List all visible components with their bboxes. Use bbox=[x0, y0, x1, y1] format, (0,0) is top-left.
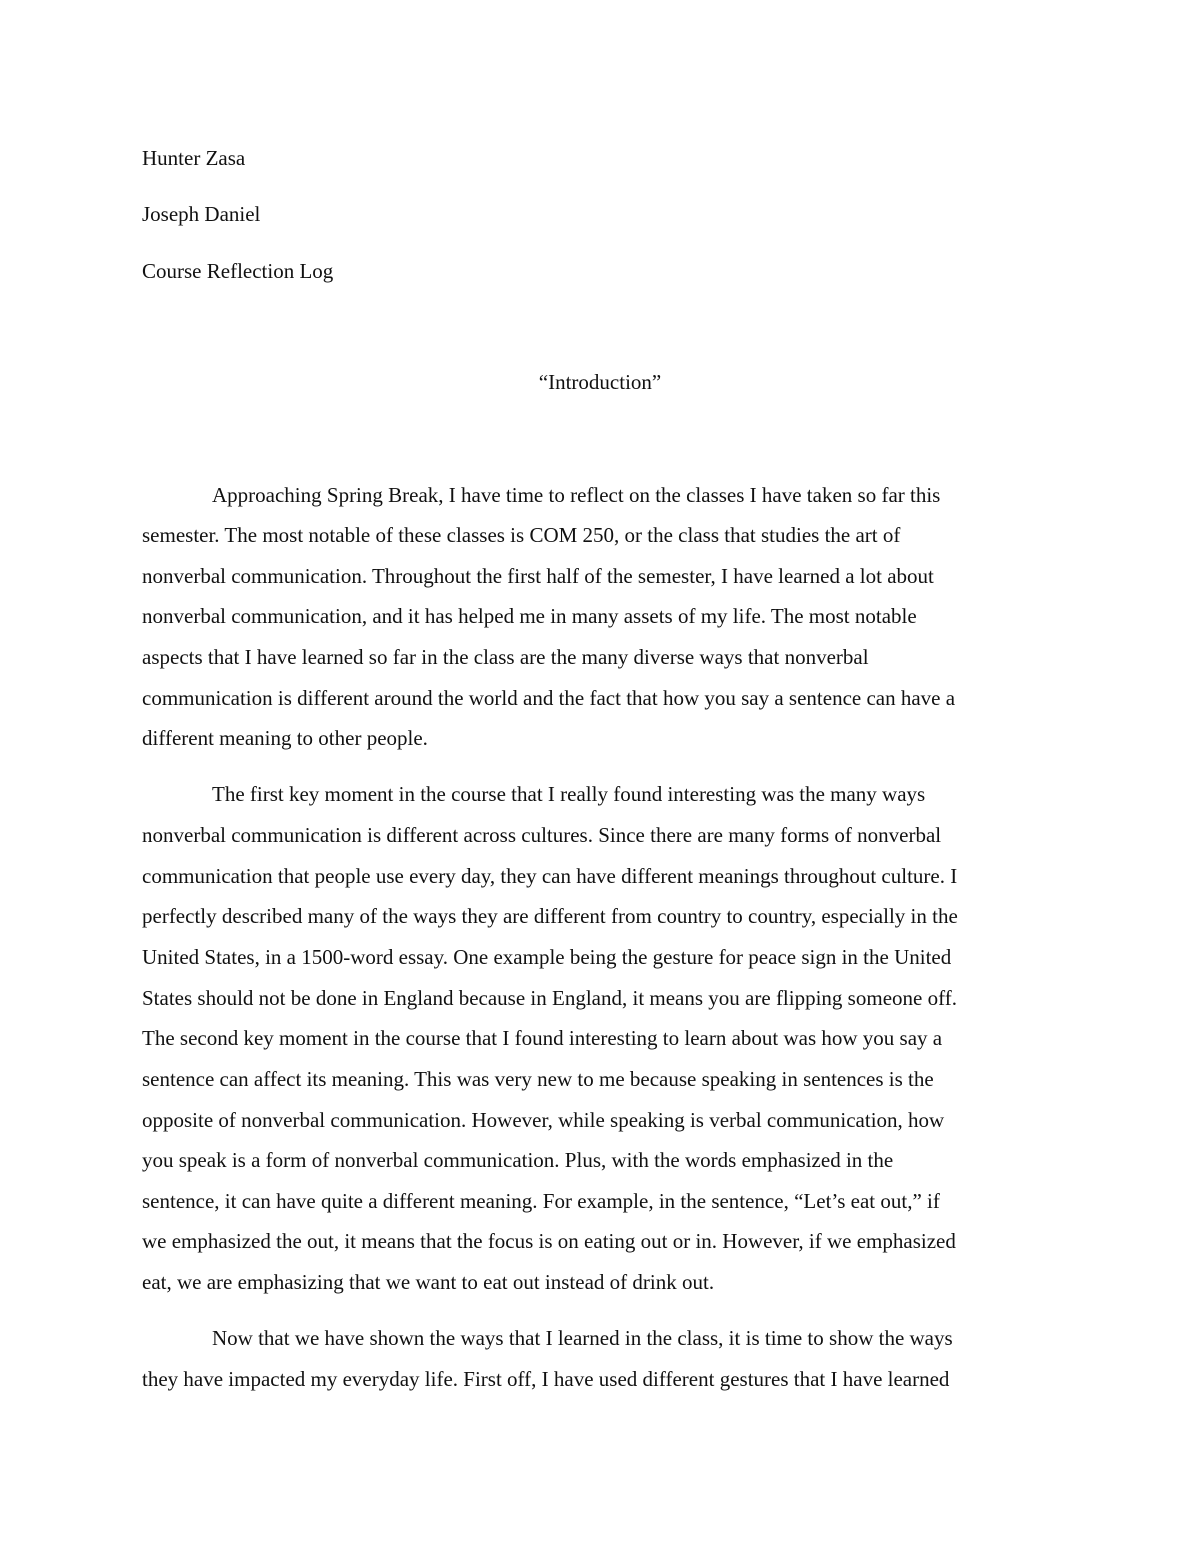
paragraph-line: communication is different around the world and the fact that how you say a sentence can have a bbox=[142, 686, 956, 710]
paragraph-line: eat, we are emphasizing that we want to eat out instead of drink out. bbox=[142, 1270, 715, 1294]
paragraph-line: nonverbal communication, and it has helped me in many assets of my life. The most notable bbox=[142, 604, 917, 628]
paragraph-line: aspects that I have learned so far in the class are the many diverse ways that nonverbal bbox=[142, 645, 869, 669]
paragraph-line: nonverbal communication. Throughout the first half of the semester, I have learned a lot about bbox=[142, 564, 934, 588]
paragraph-line: semester. The most notable of these classes is COM 250, or the class that studies the art of bbox=[142, 523, 901, 547]
document-title: “Introduction” bbox=[538, 370, 662, 394]
course-name: Course Reflection Log bbox=[142, 259, 334, 283]
paragraph-line: they have impacted my everyday life. First off, I have used different gestures that I have learned bbox=[142, 1367, 950, 1391]
paragraph-line: different meaning to other people. bbox=[142, 726, 428, 750]
paragraph-line: we emphasized the out, it means that the focus is on eating out or in. However, if we emphasized bbox=[142, 1229, 956, 1253]
paragraph-line: United States, in a 1500-word essay. One example being the gesture for peace sign in the United bbox=[142, 945, 952, 969]
paragraph-line: nonverbal communication is different across cultures. Since there are many forms of nonverbal bbox=[142, 823, 942, 847]
paragraph-line: Now that we have shown the ways that I learned in the class, it is time to show the ways bbox=[212, 1326, 953, 1350]
instructor-name: Joseph Daniel bbox=[142, 202, 261, 226]
paragraph-line: perfectly described many of the ways they are different from country to country, especially in the bbox=[142, 904, 958, 928]
paragraph-line: States should not be done in England because in England, it means you are flipping someone off. bbox=[142, 986, 957, 1010]
paragraph-line: opposite of nonverbal communication. However, while speaking is verbal communication, how bbox=[142, 1108, 945, 1132]
author-name: Hunter Zasa bbox=[142, 146, 246, 170]
paragraph-line: The first key moment in the course that I really found interesting was the many ways bbox=[212, 782, 926, 806]
paragraph-line: Approaching Spring Break, I have time to reflect on the classes I have taken so far this bbox=[212, 483, 941, 507]
paragraph-line: communication that people use every day, they can have different meanings throughout culture. I bbox=[142, 864, 958, 888]
paragraph-line: The second key moment in the course that I found interesting to learn about was how you say a bbox=[142, 1026, 943, 1050]
paragraph-line: you speak is a form of nonverbal communication. Plus, with the words emphasized in the bbox=[142, 1148, 894, 1172]
paragraph-line: sentence can affect its meaning. This was very new to me because speaking in sentences is the bbox=[142, 1067, 934, 1091]
paragraph-line: sentence, it can have quite a different meaning. For example, in the sentence, “Let’s eat out,” if bbox=[142, 1189, 940, 1213]
